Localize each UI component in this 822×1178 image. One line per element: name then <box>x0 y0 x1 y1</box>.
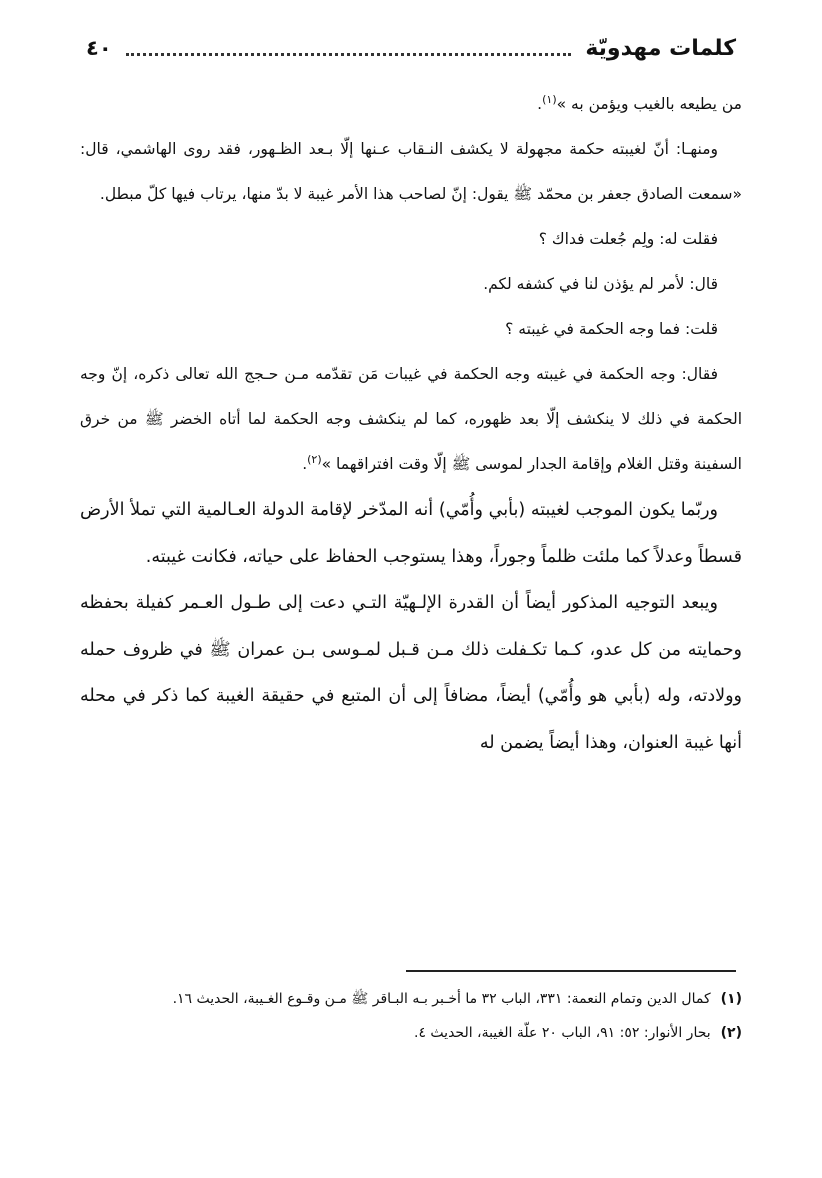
page-header <box>86 30 736 66</box>
footnote-text: كمال الدين وتمام النعمة: ٣٣١، الباب ٣٢ ما أخـبر بـه البـاقر ﷺ مـن وقـوع الغـيبة، الحديث ١٦. <box>172 991 711 1007</box>
paragraph-answer-1 <box>80 262 742 307</box>
paragraph-continuation <box>80 82 742 127</box>
paragraph-global-state <box>80 487 742 580</box>
footnote-ref: (٢) <box>307 452 322 466</box>
paragraph-text: قال: لأمر لم يؤذن لنا في كشفه لكم. <box>483 275 718 293</box>
footnote-number: (١) <box>720 991 742 1007</box>
paragraph-text: فقلت له: ولِم جُعلت فداك ؟ <box>538 230 718 248</box>
paragraph-answer-2 <box>80 352 742 487</box>
paragraph-question-2 <box>80 307 742 352</box>
footnote-ref: (١) <box>542 92 557 106</box>
paragraph-text: ويبعد التوجيه المذكور أيضاً أن القدرة الإلـهيّة التـي دعت إلى طـول العـمر كفيلة بحفظه وحمايته من كل عدو، كـما تكـفلت ذلك مـن قـبل لمـوسى بـن عمران ﷺ في ظروف حمله وولادته، وله (بأبي هو وأُمّي) أيضاً، مضافاً إلى أن المتبع في حقيقة الغيبة كما ذكر في محله أنها غيبة العنوان، وهذا أيضاً يضمن له <box>80 593 742 753</box>
footnotes <box>80 982 742 1050</box>
footnote-separator <box>406 970 736 972</box>
paragraph-text: قلت: فما وجه الحكمة في غيبته ؟ <box>505 320 718 338</box>
paragraph-hashimi-narration <box>80 127 742 217</box>
footnote-number: (٢) <box>720 1025 742 1041</box>
footnote-item <box>80 982 742 1016</box>
header-dotted-leader <box>126 41 572 56</box>
paragraph-text: ومنهـا: أنّ لغيبته حكمة مجهولة لا يكشف النـقاب عـنها إلّا بـعد الظـهور، فقد روى الهاشمي، قال: «سمعت الصادق جعفر بن محمّد ﷺ يقول: إنّ لصاحب هذا الأمر غيبة لا بدّ منها، يرتاب فيها كلّ مبطل. <box>80 140 742 203</box>
footnote-text: بحار الأنوار: ٥٢: ٩١، الباب ٢٠ علّة الغيبة، الحديث ٤. <box>413 1025 711 1041</box>
paragraph-text: فقال: وجه الحكمة في غيبته وجه الحكمة في غيبات مَن تقدّمه مـن حـجج الله تعالى ذكره، إنّ وجه الحكمة في ذلك لا ينكشف إلّا بعد ظهوره، كما لم ينكشف وجه الحكمة لما أتاه الخضر ﷺ من خرق السفينة وقتل الغلام وإقامة الجدار لموسى ﷺ إلّا وقت افتراقهما » <box>80 365 742 473</box>
main-text <box>80 82 742 766</box>
paragraph-tail: . <box>302 455 308 473</box>
paragraph-text: وربّما يكون الموجب لغيبته (بأبي وأُمّي) أنه المدّخر لإقامة الدولة العـالمية التي تملأ الأرض قسطاً وعدلاً كما ملئت ظلماً وجوراً، وهذا يستوجب الحفاظ على حياته، فكانت غيبته. <box>80 500 742 567</box>
paragraph-text: من يطيعه بالغيب ويؤمن به » <box>556 95 742 113</box>
book-title: كلمات مهدويّة <box>585 35 736 61</box>
footnote-item <box>80 1016 742 1050</box>
page-number: ٤٠ <box>86 36 112 60</box>
paragraph-divine-power <box>80 580 742 766</box>
paragraph-tail: . <box>537 95 543 113</box>
paragraph-question-1 <box>80 217 742 262</box>
